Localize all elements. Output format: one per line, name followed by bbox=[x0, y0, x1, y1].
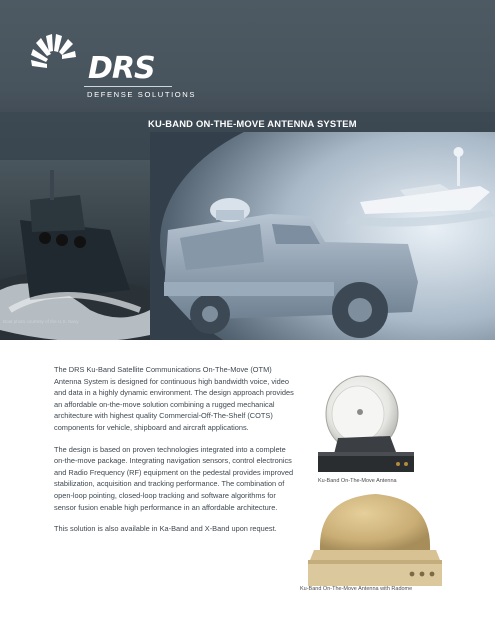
drs-logo bbox=[26, 26, 197, 106]
navy-boat-photo bbox=[0, 160, 150, 340]
starburst-logo-icon bbox=[26, 26, 86, 86]
page-title: KU-BAND ON-THE-MOVE ANTENNA SYSTEM bbox=[148, 118, 357, 129]
radome-product-image bbox=[300, 490, 450, 592]
header-band bbox=[0, 0, 495, 125]
product-caption: Ku-Band On-The-Move Antenna with Radome bbox=[300, 586, 413, 592]
logo-divider bbox=[84, 86, 172, 87]
product-caption: Ku-Band On-The-Move Antenna bbox=[318, 478, 397, 484]
body-paragraph: The design is based on proven technologies integrated into a complete on-the-move package. Integrating navigation sensors, control electronics and Radio Frequency (RF) equipment on the pedestal provides improved stabilization, acquisition and tracking performance. The combination of open-loop pointing, closed-loop tracking and software algorithms for sensor fusion enable high performance in an affordable architecture. bbox=[54, 444, 294, 512]
humvee-and-ship-photo bbox=[150, 132, 495, 340]
body-paragraph: The DRS Ku-Band Satellite Communications On-The-Move (OTM) Antenna System is designed for continuous high bandwidth voice, video and data in a highly dynamic environment. The design approach provides an affordable on-the-move solution combining a rugged mechanical architecture with highest quality Commercial-Off-The-Shelf (COTS) components for vehicle, shipboard and aircraft applications. bbox=[54, 365, 294, 432]
body-text bbox=[54, 364, 294, 545]
brand-name: DRS bbox=[88, 51, 155, 86]
body-paragraph: This solution is also available in Ka-Band and X-Band upon request. bbox=[54, 524, 277, 534]
brand-division: DEFENSE SOLUTIONS bbox=[87, 90, 197, 99]
antenna-product-image bbox=[308, 374, 432, 478]
hero-photo bbox=[0, 112, 495, 340]
photo-credit: Boat photo courtesy of the U.S. Navy bbox=[3, 319, 79, 324]
